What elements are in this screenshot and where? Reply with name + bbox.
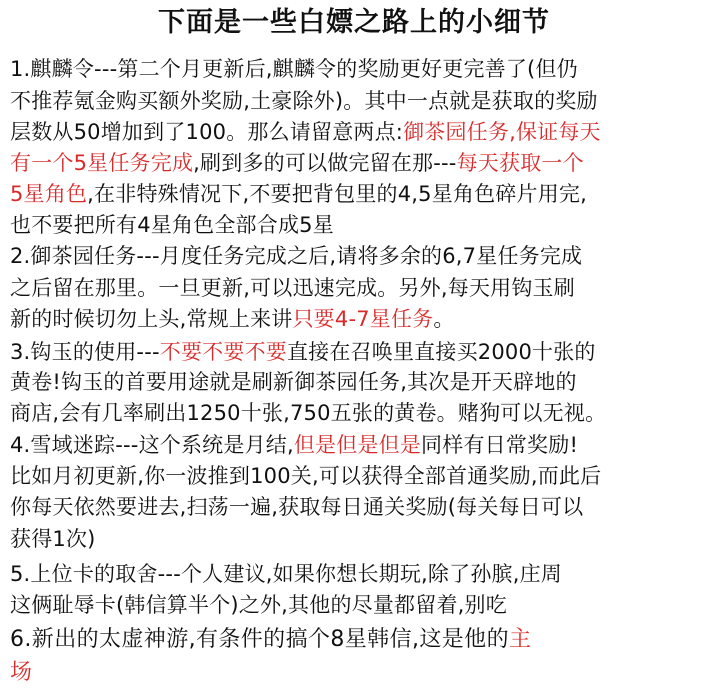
text-segment: 你每天依然要进去,扫荡一遍,获取每日通关奖励(每关每日可以 xyxy=(10,495,584,519)
highlighted-text: 场 xyxy=(10,660,33,685)
text-segment: 比如月初更新,你一波推到100关,可以获得全部首通奖励,而此后 xyxy=(10,464,602,488)
text-segment: 4.雪域迷踪---这个系统是月结, xyxy=(10,433,294,457)
text-segment: 层数从50增加到了100。那么请留意两点: xyxy=(10,120,404,144)
text-line xyxy=(10,117,601,147)
text-line xyxy=(10,559,562,589)
text-line xyxy=(10,179,587,209)
text-segment: 5.上位卡的取舍---个人建议,如果你想长期玩,除了孙膑,庄周 xyxy=(10,562,562,586)
text-line xyxy=(10,241,582,271)
text-segment: ,在非特殊情况下,不要把背包里的4,5星角色碎片用完, xyxy=(87,182,587,206)
text-line xyxy=(10,524,96,554)
text-segment: 2.御茶园任务---月度任务完成之后,请将多余的6,7星任务完成 xyxy=(10,244,583,268)
text-line xyxy=(10,210,334,240)
text-segment: 获得1次) xyxy=(10,527,96,551)
highlighted-text: 只要4-7星任务 xyxy=(292,307,434,331)
text-segment: 之后留在那里。一旦更新,可以迅速完成。另外,每天用钩玉刷 xyxy=(10,276,575,300)
text-line xyxy=(10,54,578,84)
text-segment: 直接在召唤里直接买2000十张的 xyxy=(286,340,596,364)
text-segment: 1.麒麟令---第二个月更新后,麒麟令的奖励更好更完善了(但仍 xyxy=(10,57,578,81)
text-segment: 黄卷!钩玉的首要用途就是刷新御茶园任务,其次是开天辟地的 xyxy=(10,370,577,394)
text-line xyxy=(10,398,606,428)
highlighted-text: 每天获取一个 xyxy=(456,151,584,175)
highlighted-text: 不要不要不要 xyxy=(159,340,287,364)
text-line xyxy=(10,658,32,688)
text-line xyxy=(10,304,455,334)
text-segment: 这俩耻辱卡(韩信算半个)之外,其他的尽量都留着,别吃 xyxy=(10,593,507,617)
highlighted-text: 但是但是但是 xyxy=(293,433,422,457)
text-line xyxy=(10,461,601,491)
highlighted-text: 御茶园任务,保证每天 xyxy=(403,120,601,144)
text-segment: 新的时候切勿上头,常规上来讲 xyxy=(10,307,293,331)
text-line xyxy=(10,492,583,522)
text-line xyxy=(10,430,578,460)
text-segment: 6.新出的太虚神游,有条件的搞个8星韩信,这是他的 xyxy=(10,627,509,652)
text-segment: ,刷到多的可以做完留在那--- xyxy=(193,151,457,175)
text-segment: 同样有日常奖励! xyxy=(421,433,579,457)
text-segment: 。 xyxy=(433,307,455,331)
text-line xyxy=(10,86,598,116)
text-segment: 也不要把所有4星角色全部合成5星 xyxy=(10,213,334,237)
text-segment: 3.钩玉的使用--- xyxy=(10,340,160,364)
text-line xyxy=(10,625,531,655)
highlighted-text: 5星角色 xyxy=(10,182,88,206)
document-title: 下面是一些白嫖之路上的小细节 xyxy=(158,7,550,38)
text-segment: 商店,会有几率刷出1250十张,750五张的黄卷。赌狗可以无视。 xyxy=(10,401,607,425)
highlighted-text: 有一个5星任务完成 xyxy=(10,151,194,175)
text-line xyxy=(10,367,577,397)
text-segment: 不推荐氪金购买额外奖励,土豪除外)。其中一点就是获取的奖励 xyxy=(10,89,598,113)
text-line xyxy=(10,148,584,178)
text-line xyxy=(10,337,596,367)
text-line xyxy=(10,273,575,303)
text-line xyxy=(10,590,507,620)
highlighted-text: 主 xyxy=(508,627,532,652)
